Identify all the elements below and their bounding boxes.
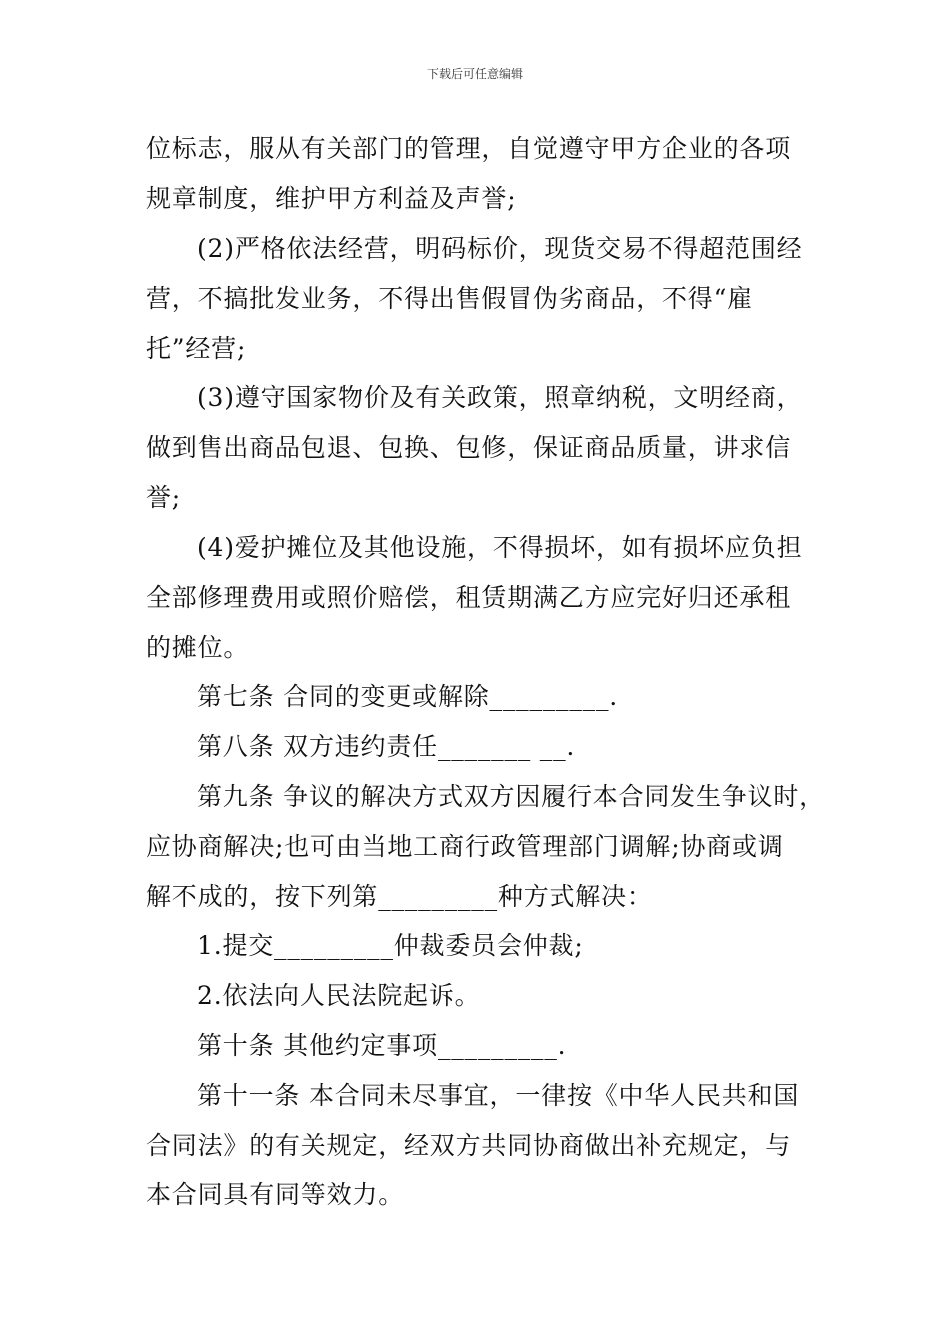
text-line: 规章制度，维护甲方利益及声誉;: [146, 184, 517, 213]
text-line: 誉;: [146, 483, 182, 512]
text-line: 位标志，服从有关部门的管理，自觉遵守甲方企业的各项: [146, 134, 792, 163]
text-line: 第九条 争议的解决方式双方因履行本合同发生争议时，: [197, 782, 825, 811]
text-line: (2)严格依法经营，明码标价，现货交易不得超范围经: [197, 234, 803, 263]
text-line: 1.提交_________仲裁委员会仲裁;: [197, 931, 584, 960]
text-line: 第八条 双方违约责任_______ __.: [197, 732, 576, 761]
text-line: 做到售出商品包退、包换、包修，保证商品质量，讲求信: [146, 433, 792, 462]
text-line: 营，不搞批发业务，不得出售假冒伪劣商品，不得“雇: [146, 284, 753, 313]
text-line: (4)爱护摊位及其他设施，不得损坏，如有损坏应负担: [197, 533, 803, 562]
text-line: 合同法》的有关规定，经双方共同协商做出补充规定，与: [146, 1131, 792, 1160]
text-line: 解不成的，按下列第_________种方式解决：: [146, 882, 653, 911]
text-line: 2.依法向人民法院起诉。: [197, 981, 481, 1010]
text-line: 第十条 其他约定事项_________.: [197, 1031, 567, 1060]
text-line: 第七条 合同的变更或解除_________.: [197, 682, 618, 711]
text-line: (3)遵守国家物价及有关政策，照章纳税，文明经商，: [197, 383, 803, 412]
page-header: 下载后可任意编辑: [426, 67, 523, 81]
text-line: 应协商解决;也可由当地工商行政管理部门调解;协商或调: [146, 832, 784, 861]
text-line: 的摊位。: [146, 633, 250, 662]
text-line: 第十一条 本合同未尽事宜，一律按《中华人民共和国: [197, 1081, 800, 1110]
text-line: 本合同具有同等效力。: [146, 1180, 405, 1209]
text-line: 托”经营;: [146, 334, 247, 363]
text-line: 全部修理费用或照价赔偿，租赁期满乙方应完好归还承租: [146, 583, 792, 612]
